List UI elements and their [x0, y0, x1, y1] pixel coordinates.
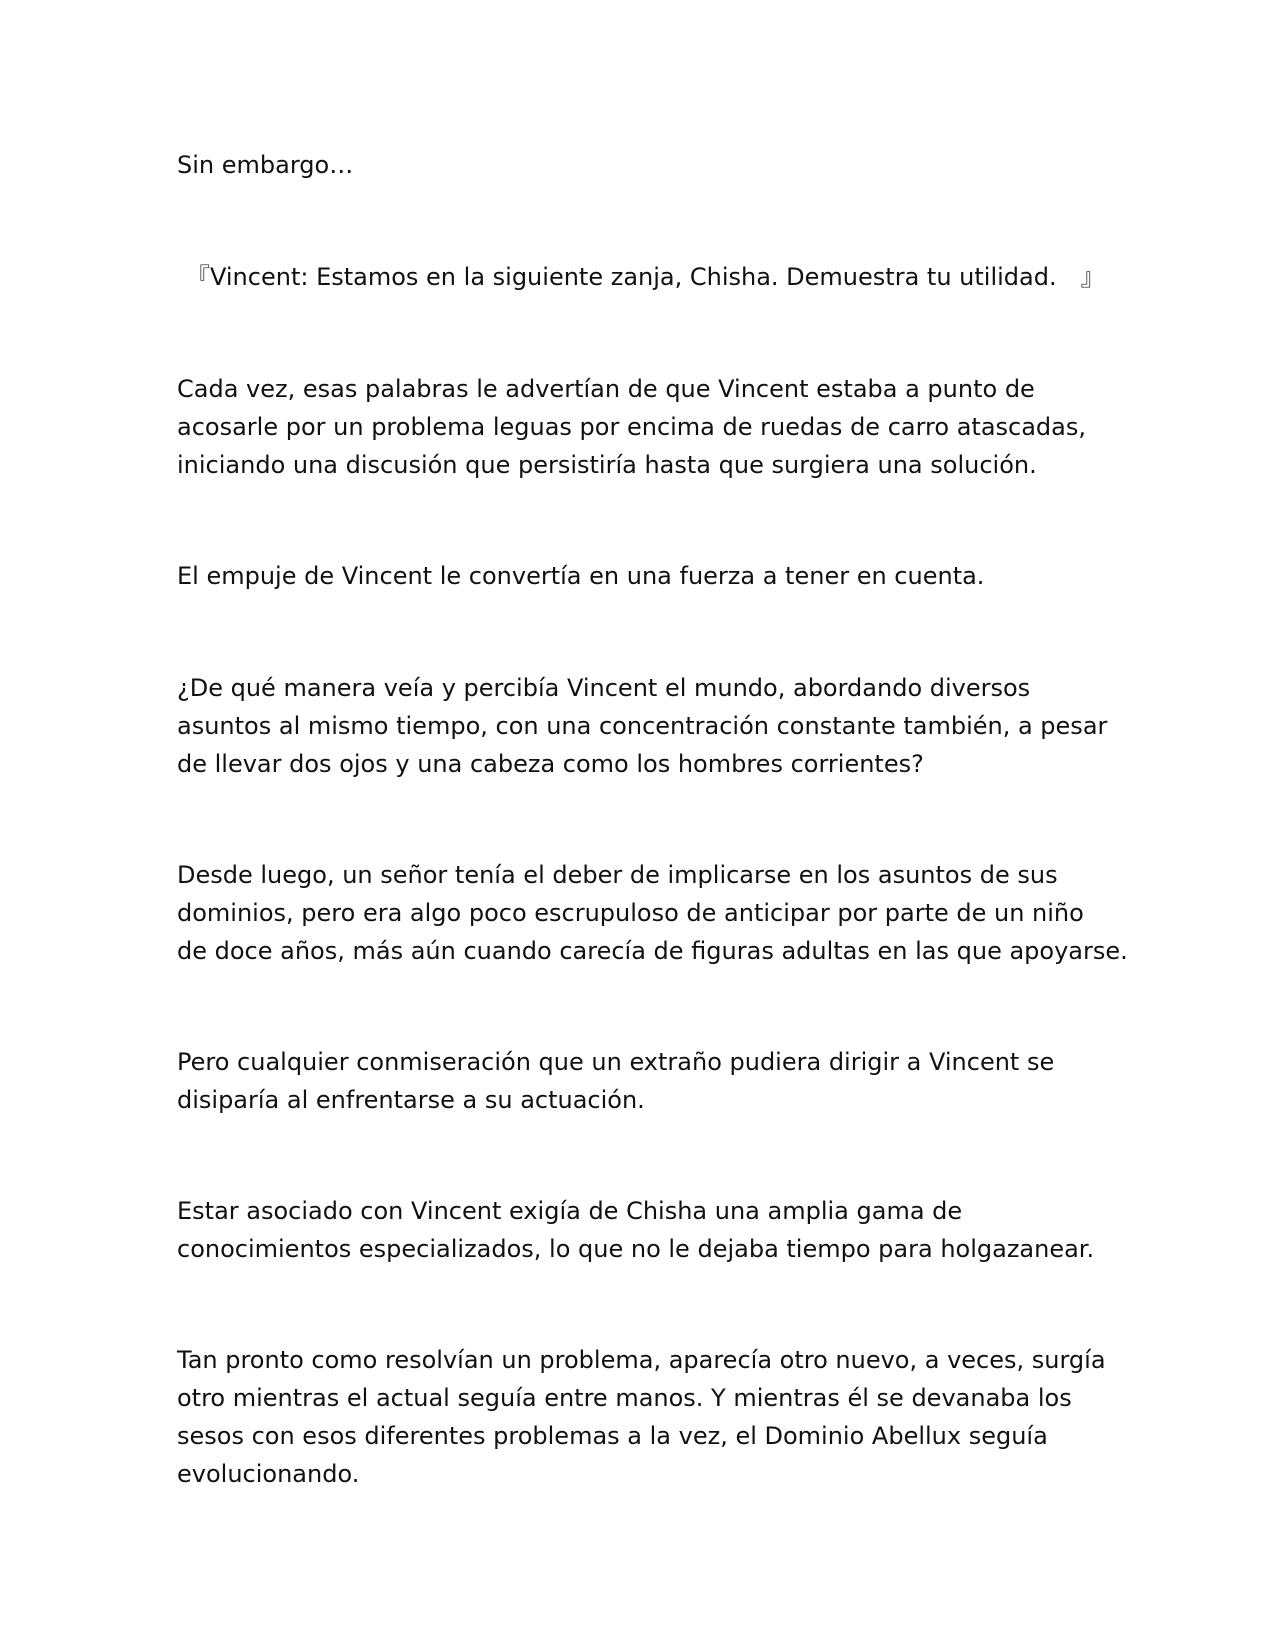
text-line: Estar asociado con Vincent exigía de Chisha una amplia gama de	[177, 1197, 963, 1225]
text-line: conocimientos especializados, lo que no le dejaba tiempo para holgazanear.	[177, 1235, 1095, 1263]
paragraph-4	[177, 557, 1127, 595]
text-line: otro mientras el actual seguía entre manos. Y mientras él se devanaba los	[177, 1384, 1072, 1412]
text-line: ¿De qué manera veía y percibía Vincent el mundo, abordando diversos	[177, 674, 1031, 702]
paragraph-6	[177, 856, 1127, 970]
text-line: Tan pronto como resolvían un problema, aparecía otro nuevo, a veces, surgía	[177, 1346, 1106, 1374]
text-line: Cada vez, esas palabras le advertían de que Vincent estaba a punto de	[177, 375, 1035, 403]
text-line: Sin embargo…	[177, 151, 354, 179]
text-line: de llevar dos ojos y una cabeza como los hombres corrientes?	[177, 750, 924, 778]
text-line: Pero cualquier conmiseración que un extraño pudiera dirigir a Vincent se	[177, 1048, 1055, 1076]
paragraph-3	[177, 370, 1127, 484]
text-line: de doce años, más aún cuando carecía de figuras adultas en las que apoyarse.	[177, 937, 1128, 965]
paragraph-9	[177, 1341, 1127, 1493]
text-line: 『Vincent: Estamos en la siguiente zanja, Chisha. Demuestra tu utilidad. 』	[186, 263, 1105, 291]
text-line: evolucionando.	[177, 1460, 360, 1488]
text-line: asuntos al mismo tiempo, con una concentración constante también, a pesar	[177, 712, 1108, 740]
paragraph-dialogue	[186, 258, 1136, 296]
text-line: acosarle por un problema leguas por encima de ruedas de carro atascadas,	[177, 413, 1086, 441]
text-line: El empuje de Vincent le convertía en una fuerza a tener en cuenta.	[177, 562, 985, 590]
paragraph-7	[177, 1043, 1127, 1119]
text-line: Desde luego, un señor tenía el deber de implicarse en los asuntos de sus	[177, 861, 1058, 889]
text-line: dominios, pero era algo poco escrupuloso de anticipar por parte de un niño	[177, 899, 1084, 927]
paragraph-8	[177, 1192, 1127, 1268]
paragraph-intro	[177, 146, 1127, 184]
paragraph-5	[177, 669, 1127, 783]
text-line: sesos con esos diferentes problemas a la vez, el Dominio Abellux seguía	[177, 1422, 1048, 1450]
text-line: disiparía al enfrentarse a su actuación.	[177, 1086, 645, 1114]
text-line: iniciando una discusión que persistiría hasta que surgiera una solución.	[177, 451, 1037, 479]
